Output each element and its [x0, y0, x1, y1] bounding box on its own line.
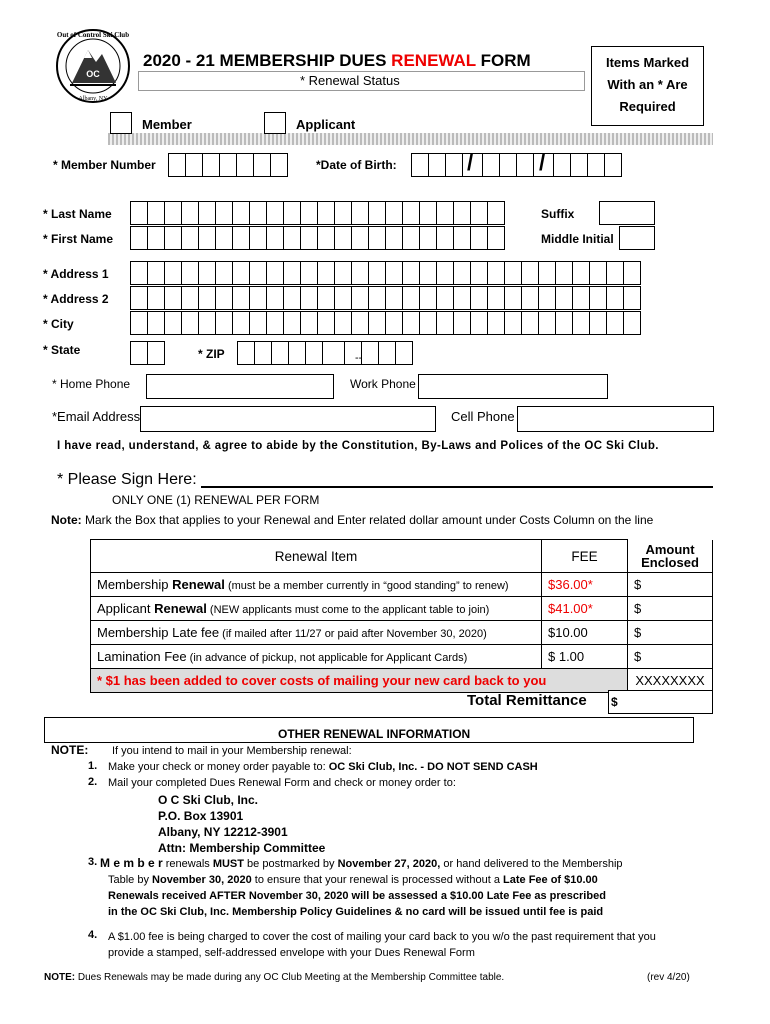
svg-text:Albany, NY: Albany, NY: [78, 96, 108, 102]
address1-cells[interactable]: [131, 261, 641, 285]
suffix-label: Suffix: [541, 207, 575, 221]
zip-cells[interactable]: [238, 341, 413, 365]
amount-field[interactable]: $: [628, 597, 713, 621]
header-divider: [108, 133, 713, 145]
state-cells[interactable]: [131, 341, 165, 365]
amount-field[interactable]: $: [628, 573, 713, 597]
city-label: * City: [43, 317, 74, 331]
member-number-label: * Member Number: [53, 158, 156, 172]
zip-label: * ZIP: [198, 347, 225, 361]
dob-slash-1: /: [467, 150, 474, 175]
home-phone-label: * Home Phone: [52, 377, 131, 391]
applicant-checkbox[interactable]: [264, 112, 286, 134]
fee-value: $36.00*: [542, 573, 628, 597]
cell-phone-label: Cell Phone: [451, 409, 515, 424]
fee-item: Applicant Renewal (NEW applicants must come to the applicant table to join): [91, 597, 542, 621]
fee-value: $ 1.00: [542, 645, 628, 669]
mailing-note: * $1 has been added to cover costs of mailing your new card back to you: [91, 669, 628, 693]
email-field[interactable]: [140, 406, 436, 432]
item1-num: 1.: [88, 760, 98, 772]
fee-row: [91, 645, 713, 669]
email-label: *Email Address: [52, 409, 141, 424]
member-number-cells[interactable]: [169, 153, 288, 177]
item1-text: Make your check or money order payable to: OC Ski Club, Inc. - DO NOT SEND CASH: [108, 761, 538, 773]
item2-text: Mail your completed Dues Renewal Form and check or money order to:: [108, 777, 456, 789]
cell-phone-field[interactable]: [517, 406, 714, 432]
first-name-label: * First Name: [43, 232, 114, 246]
member-label: Member: [142, 117, 192, 132]
total-remittance-label: Total Remittance: [467, 692, 587, 709]
footer-note: NOTE: Dues Renewals may be made during any OC Club Meeting at the Membership Committee table.: [44, 972, 505, 983]
home-phone-field[interactable]: [146, 374, 334, 399]
address1-label: * Address 1: [43, 267, 109, 281]
dob-slash-2: /: [539, 150, 546, 175]
fee-value: $10.00: [542, 621, 628, 645]
svg-text:OC: OC: [86, 69, 100, 79]
dob-cells[interactable]: [412, 153, 622, 177]
work-phone-label: Work Phone: [350, 377, 416, 391]
mailing-address: O C Ski Club, Inc. P.O. Box 13901 Albany, NY 12212-3901 Attn: Membership Committee: [158, 793, 326, 855]
header-fee: FEE: [542, 540, 628, 573]
city-cells[interactable]: [131, 311, 641, 335]
header-renewal-item: Renewal Item: [91, 540, 542, 573]
signature-line[interactable]: [201, 486, 713, 488]
required-note-box: Items Marked With an * Are Required: [591, 46, 704, 126]
logo-seal-icon: [50, 28, 136, 104]
middle-initial-label: Middle Initial: [541, 232, 614, 246]
item2-num: 2.: [88, 776, 98, 788]
revision-label: (rev 4/20): [647, 972, 690, 983]
other-info-title: OTHER RENEWAL INFORMATION: [278, 727, 471, 741]
note-line: Note: Mark the Box that applies to your Renewal and Enter related dollar amount under Costs Column on the line: [51, 513, 654, 527]
header-amount-enclosed: Amount Enclosed: [628, 540, 713, 573]
item4-text: A $1.00 fee is being charged to cover the cost of mailing your card back to you w/o the past requirement that you provide a stamped, self-addressed envelope with your Dues Renewal Form: [108, 931, 656, 959]
svg-text:Out of Control Ski Club: Out of Control Ski Club: [56, 31, 130, 39]
zip-dash: --: [355, 352, 363, 364]
fees-table: [90, 539, 713, 693]
renewal-status-label: * Renewal Status: [300, 73, 400, 88]
dob-label: *Date of Birth:: [316, 158, 397, 172]
last-name-cells[interactable]: [131, 201, 505, 225]
item3-text: M e m b e r renewals MUST be postmarked by November 27, 2020, or hand delivered to the Membership Table by November 30, 2020 to ensure that your renewal is processed without a Late Fee of $10.00 Renewals received AFTER November 30, 2020 will be assessed a $10.00 Late Fee as prescribed in the OC Ski Club, Inc. Membership Policy Guidelines & no card will be issued until fee is paid: [100, 856, 623, 918]
address2-cells[interactable]: [131, 286, 641, 310]
fee-row: [91, 597, 713, 621]
fee-row: [91, 621, 713, 645]
item3-num: 3.: [88, 856, 98, 868]
first-name-cells[interactable]: [131, 226, 505, 250]
form-title: 2020 - 21 MEMBERSHIP DUES RENEWAL FORM: [143, 51, 531, 70]
fee-row: [91, 573, 713, 597]
other-intro: If you intend to mail in your Membership renewal:: [112, 745, 352, 757]
xxx-cell: XXXXXXXX: [628, 669, 713, 693]
work-phone-field[interactable]: [418, 374, 608, 399]
mailing-note-row: [91, 669, 713, 693]
middle-initial-field[interactable]: [619, 226, 655, 250]
club-logo: [50, 28, 136, 104]
address2-label: * Address 2: [43, 292, 109, 306]
sign-here-label: * Please Sign Here:: [57, 471, 197, 488]
state-label: * State: [43, 343, 81, 357]
item4-num: 4.: [88, 929, 98, 941]
fee-value: $41.00*: [542, 597, 628, 621]
member-checkbox[interactable]: [110, 112, 132, 134]
amount-field[interactable]: $: [628, 645, 713, 669]
last-name-label: * Last Name: [43, 207, 112, 221]
fee-item: Membership Renewal (must be a member currently in “good standing” to renew): [91, 573, 542, 597]
other-note-label: NOTE:: [51, 743, 89, 757]
applicant-label: Applicant: [296, 117, 356, 132]
one-per-form: ONLY ONE (1) RENEWAL PER FORM: [112, 493, 320, 507]
fees-header-row: [91, 540, 713, 573]
agreement-text: I have read, understand, & agree to abide by the Constitution, By-Laws and Polices of the OC Ski Club.: [57, 440, 659, 452]
fee-item: Lamination Fee (in advance of pickup, not applicable for Applicant Cards): [91, 645, 542, 669]
fee-item: Membership Late fee (if mailed after 11/27 or paid after November 30, 2020): [91, 621, 542, 645]
suffix-field[interactable]: [599, 201, 655, 225]
amount-field[interactable]: $: [628, 621, 713, 645]
total-remittance-field[interactable]: $: [608, 690, 713, 714]
